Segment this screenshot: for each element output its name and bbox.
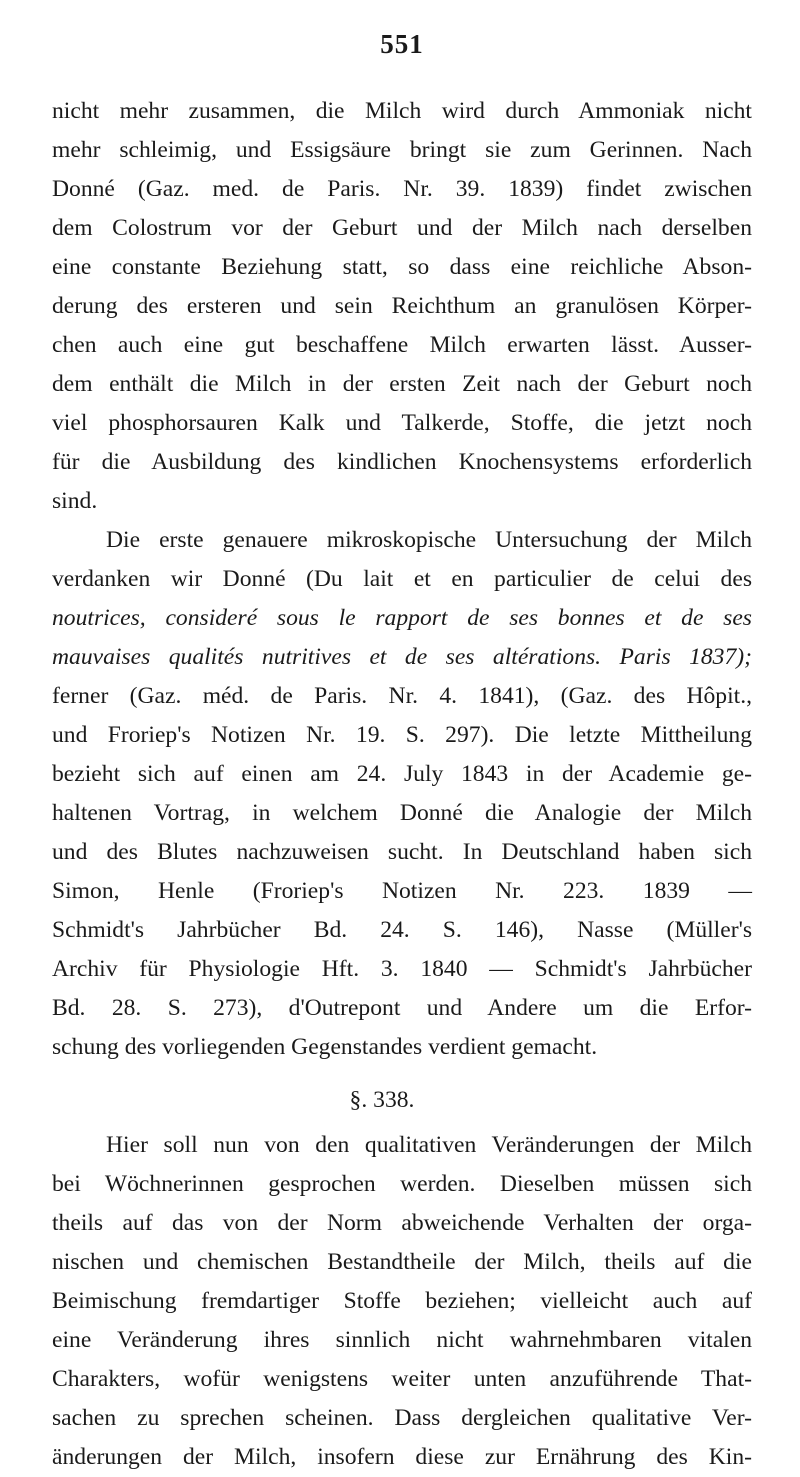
text-line: und des Blutes nachzuweisen sucht. In Deutschland haben sich: [52, 839, 752, 865]
text-line: nicht mehr zusammen, die Milch wird durch Ammoniak nicht: [52, 98, 752, 124]
text-line: sachen zu sprechen scheinen. Dass dergleichen qualitative Ver-: [52, 1405, 752, 1431]
text-line: viel phosphorsauren Kalk und Talkerde, Stoffe, die jetzt noch: [52, 410, 752, 436]
text-line: Archiv für Physiologie Hft. 3. 1840 — Schmidt's Jahrbücher: [52, 956, 752, 982]
text-line: Bd. 28. S. 273), d'Outrepont und Andere um die Erfor-: [52, 995, 752, 1021]
paragraph-continuation: [52, 92, 752, 521]
text-line: schung des vorliegenden Gegenstandes verdient gemacht.: [52, 1034, 598, 1060]
text-line: noutrices, consideré sous le rapport de ses bonnes et de ses: [52, 605, 752, 631]
text-line: Hier soll nun von den qualitativen Veränderungen der Milch: [106, 1132, 752, 1158]
text-line: ferner (Gaz. méd. de Paris. Nr. 4. 1841), (Gaz. des Hôpit.,: [52, 683, 752, 709]
text-line: Schmidt's Jahrbücher Bd. 24. S. 146), Nasse (Müller's: [52, 917, 752, 943]
text-line: bei Wöchnerinnen gesprochen werden. Dieselben müssen sich: [52, 1171, 752, 1197]
text-line: mehr schleimig, und Essigsäure bringt sie zum Gerinnen. Nach: [52, 137, 752, 163]
text-line: dem enthält die Milch in der ersten Zeit nach der Geburt noch: [52, 371, 752, 397]
text-line: sind.: [52, 488, 98, 514]
book-page: [52, 26, 752, 1477]
text-line: für die Ausbildung des kindlichen Knochensystems erforderlich: [52, 449, 752, 475]
paragraph-section-338: [52, 1126, 752, 1477]
text-line: chen auch eine gut beschaffene Milch erwarten lässt. Ausser-: [52, 332, 752, 358]
text-line: verdanken wir Donné (Du lait et en particulier de celui des: [52, 566, 752, 592]
page-number: 551: [380, 29, 424, 59]
text-line: mauvaises qualités nutritives et de ses altérations. Paris 1837);: [52, 644, 752, 670]
text-line: dem Colostrum vor der Geburt und der Milch nach derselben: [52, 215, 752, 241]
text-line: Die erste genauere mikroskopische Untersuchung der Milch: [106, 527, 752, 553]
paragraph-microscopy: [52, 521, 752, 1067]
text-line: derung des ersteren und sein Reichthum an granulösen Körper-: [52, 293, 752, 319]
text-line: Beimischung fremdartiger Stoffe beziehen; vielleicht auch auf: [52, 1288, 752, 1314]
text-line: eine constante Beziehung statt, so dass eine reichliche Abson-: [52, 254, 752, 280]
text-line: und Froriep's Notizen Nr. 19. S. 297). Die letzte Mittheilung: [52, 722, 752, 748]
section-heading: §. 338.: [349, 1087, 415, 1113]
text-line: änderungen der Milch, insofern diese zur Ernährung des Kin-: [52, 1444, 752, 1470]
text-line: haltenen Vortrag, in welchem Donné die Analogie der Milch: [52, 800, 752, 826]
text-line: bezieht sich auf einen am 24. July 1843 in der Academie ge-: [52, 761, 752, 787]
text-line: Simon, Henle (Froriep's Notizen Nr. 223. 1839 —: [52, 878, 752, 904]
text-line: theils auf das von der Norm abweichende Verhalten der orga-: [52, 1210, 752, 1236]
text-line: nischen und chemischen Bestandtheile der Milch, theils auf die: [52, 1249, 752, 1275]
text-line: Donné (Gaz. med. de Paris. Nr. 39. 1839) findet zwischen: [52, 176, 752, 202]
text-line: Charakters, wofür wenigstens weiter unten anzuführende That-: [52, 1366, 752, 1392]
text-line: eine Veränderung ihres sinnlich nicht wahrnehmbaren vitalen: [52, 1327, 752, 1353]
